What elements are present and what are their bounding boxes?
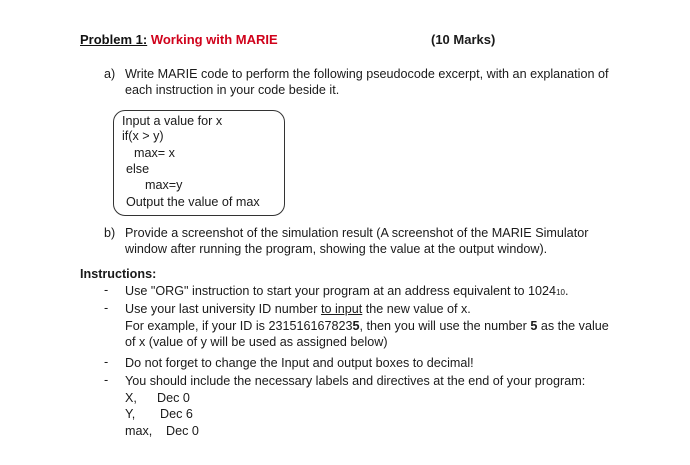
bullet-dash: - — [104, 283, 109, 297]
label-name: max, — [125, 424, 153, 438]
part-b-line2: window after running the program, showing the value at the output window). — [125, 242, 548, 256]
problem-number: Problem 1: — [80, 32, 148, 47]
instruction-example-line2: of x (value of y will be used as assigned below) — [125, 335, 388, 349]
part-b-label: b) — [104, 226, 116, 240]
part-a-line1: Write MARIE code to perform the following pseudocode excerpt, with an explanation of — [125, 67, 609, 81]
part-a-line2: each instruction in your code beside it. — [125, 83, 340, 97]
pseudocode-line: Input a value for x — [122, 114, 223, 128]
instruction-item-labels: You should include the necessary labels and directives at the end of your program: — [125, 374, 586, 388]
bullet-dash: - — [104, 355, 109, 369]
bullet-dash: - — [104, 373, 109, 387]
part-b-line1: Provide a screenshot of the simulation result (A screenshot of the MARIE Simulator — [125, 226, 589, 240]
problem-title — [80, 32, 278, 47]
instruction-item-id: Use your last university ID number to input the new value of x. — [125, 302, 471, 316]
pseudocode-line: else — [126, 162, 150, 176]
underlined-phrase: to input — [320, 302, 363, 316]
pseudocode-line: Output the value of max — [126, 195, 260, 209]
label-directive: Dec 6 — [160, 407, 193, 421]
label-name: Y, — [125, 407, 136, 421]
instruction-example-line1: For example, if your ID is 2315161678235, then you will use the number 5 as the value — [125, 319, 609, 333]
label-name: X, — [125, 391, 137, 405]
bullet-dash: - — [104, 301, 109, 315]
pseudocode-line: max=y — [145, 178, 183, 192]
problem-topic: Working with MARIE — [150, 32, 278, 47]
label-directive: Dec 0 — [166, 424, 199, 438]
problem-marks: (10 Marks) — [431, 32, 496, 47]
instruction-item-org: Use "ORG" instruction to start your program at an address equivalent to 102410. — [125, 284, 569, 298]
instruction-item-decimal: Do not forget to change the Input and output boxes to decimal! — [125, 356, 474, 370]
pseudocode-line: max= x — [134, 146, 175, 160]
label-directive: Dec 0 — [157, 391, 190, 405]
instructions-heading: Instructions: — [80, 267, 157, 281]
pseudocode-line: if(x > y) — [122, 129, 164, 143]
part-a-label: a) — [104, 67, 116, 81]
